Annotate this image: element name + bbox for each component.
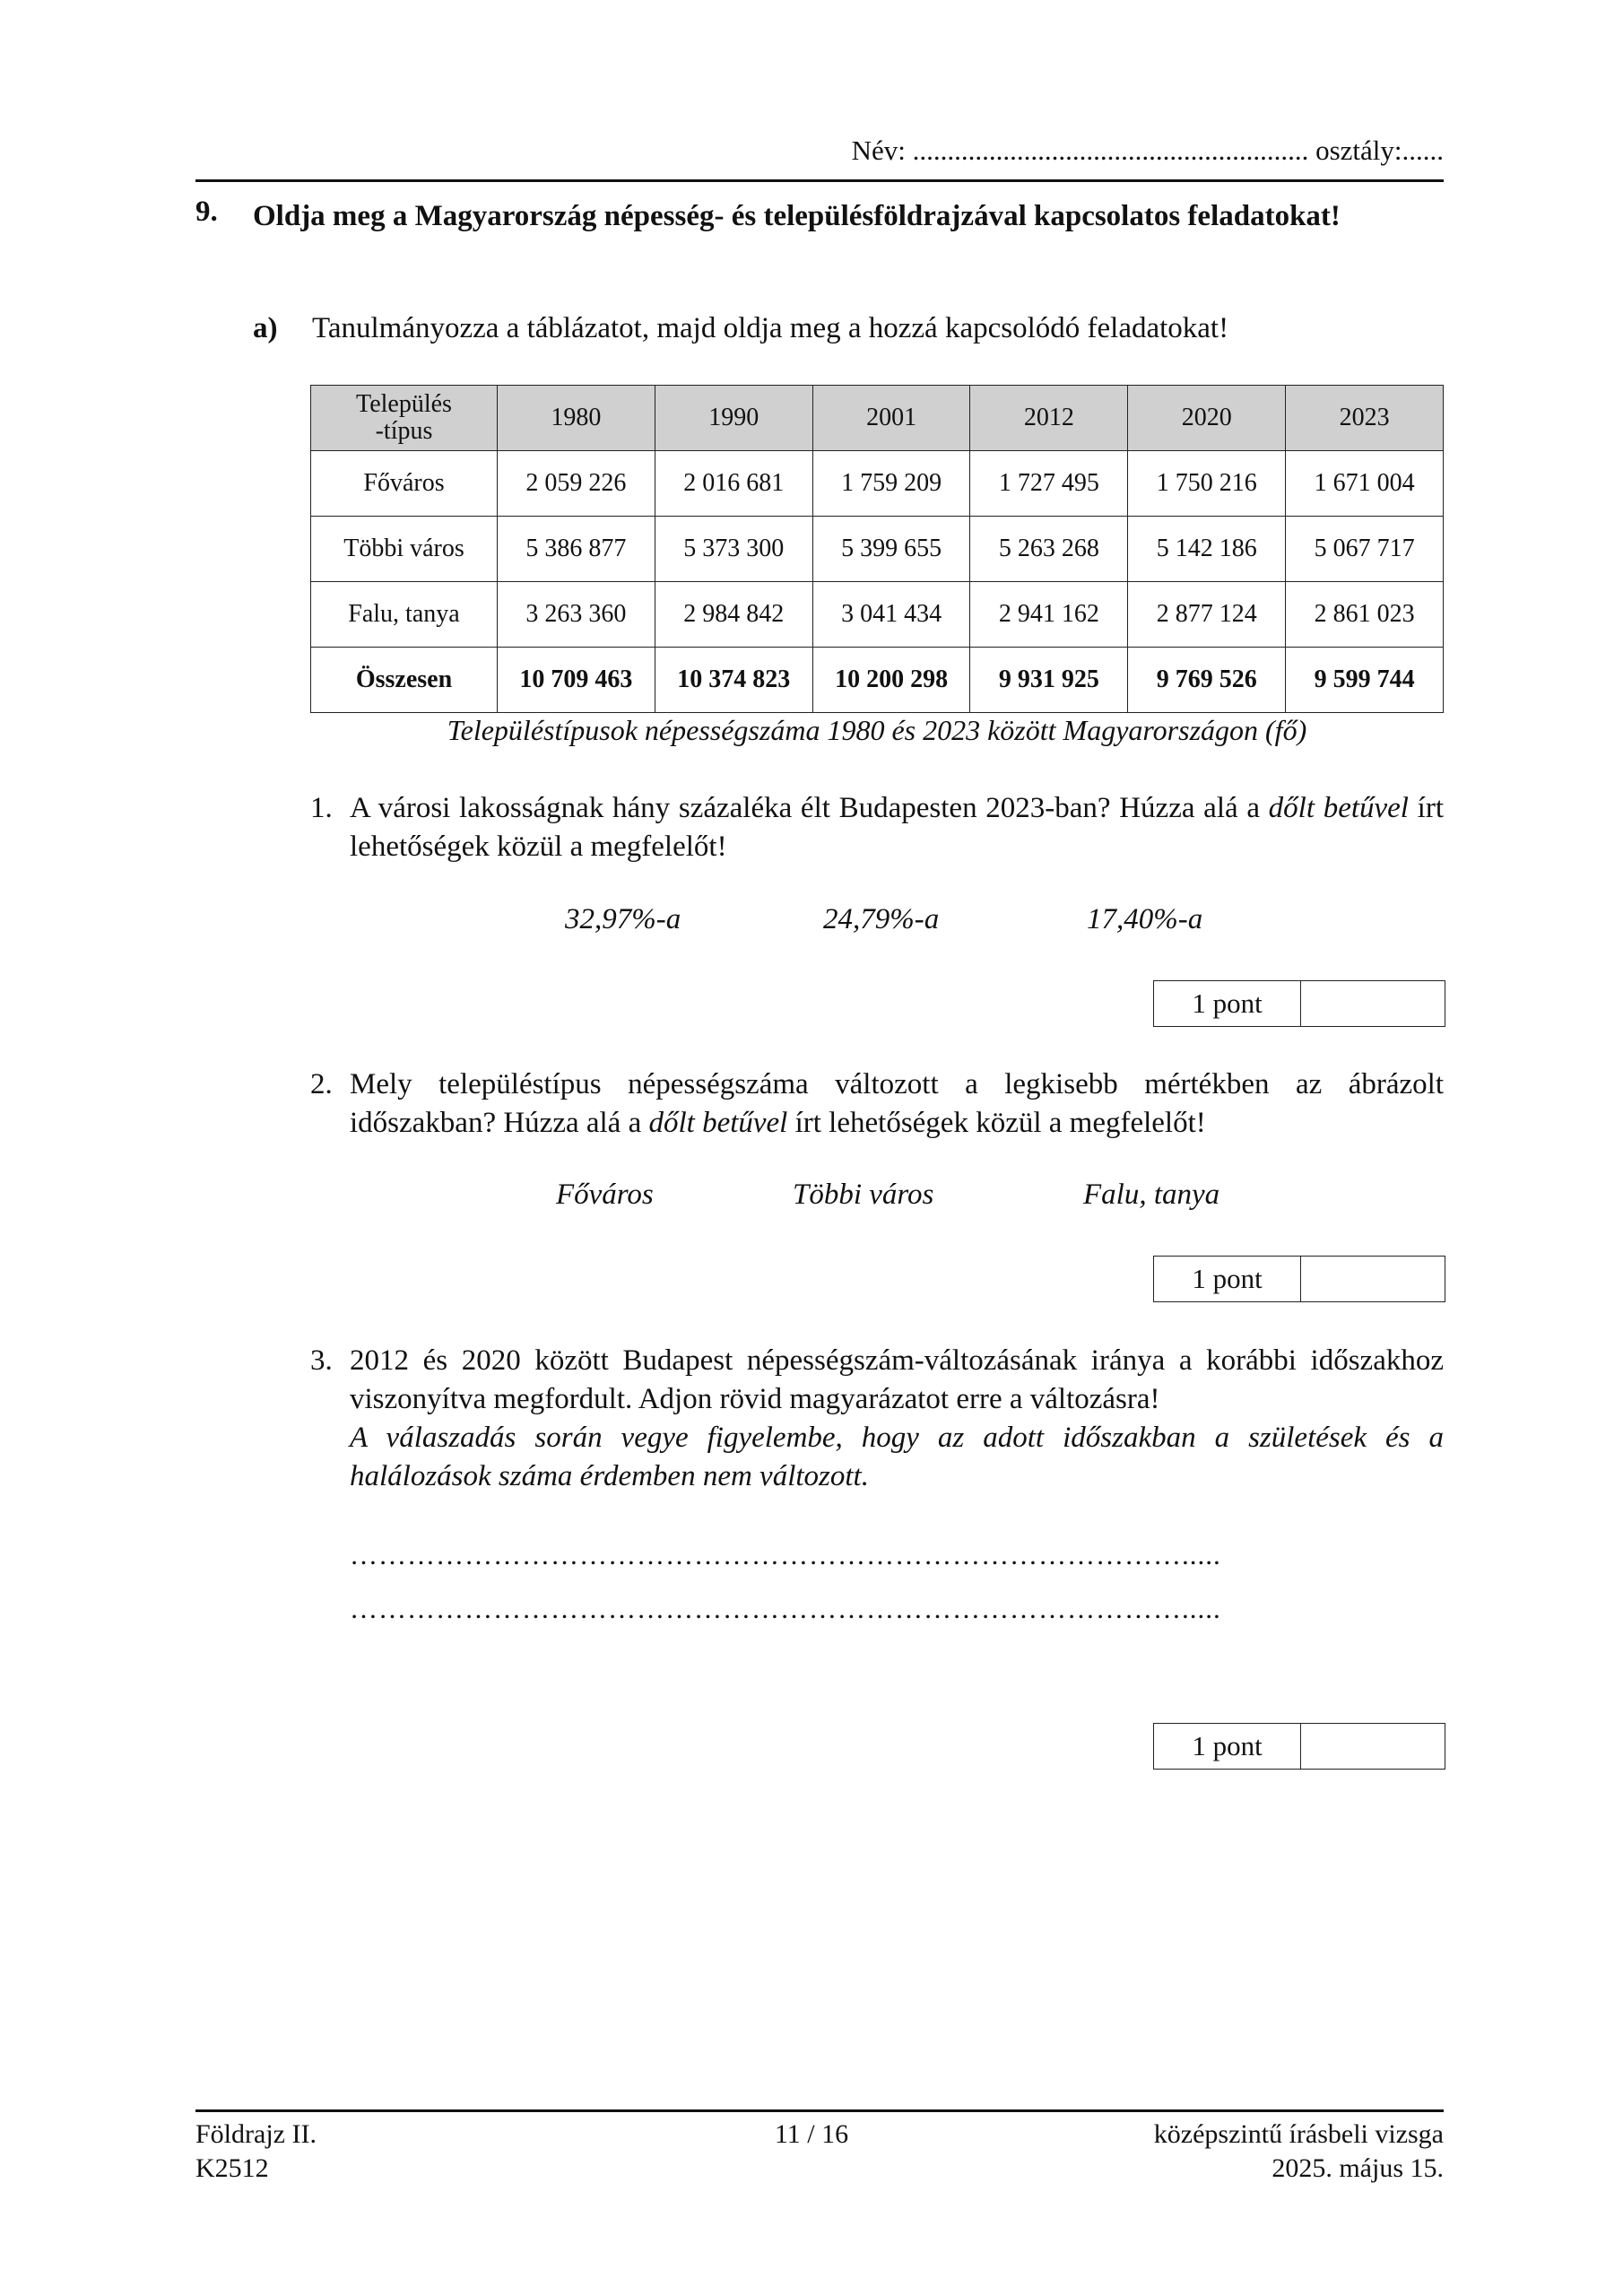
score-label: 1 pont: [1154, 981, 1301, 1026]
footer-rule: [195, 2109, 1444, 2112]
answer-line[interactable]: …………………………………………………………………………….....: [350, 1539, 1221, 1570]
table-row: [311, 517, 1444, 582]
table-row: [311, 582, 1444, 648]
score-box: [1153, 1723, 1445, 1770]
table-cell: 10 374 823: [655, 648, 812, 713]
item-2-option[interactable]: Többi város: [793, 1178, 934, 1211]
footer-subject: Földrajz II.: [195, 2119, 317, 2149]
item-2-number: 2.: [310, 1068, 333, 1100]
header-year: 1980: [498, 386, 655, 451]
table-cell: 1 759 209: [812, 451, 970, 517]
header-year: 2020: [1128, 386, 1286, 451]
item-1-option[interactable]: 17,40%-a: [1087, 903, 1203, 935]
name-class-field: Név: ......................................................... osztály:......: [851, 135, 1444, 166]
table-cell: 5 386 877: [498, 517, 655, 582]
table-cell: 9 599 744: [1286, 648, 1444, 713]
item-3-hint: A válaszadás során vegye figyelembe, hogy az adott időszakban a születések és a halálozások száma érdemben nem változott.: [350, 1422, 1444, 1492]
row-label: Falu, tanya: [311, 582, 498, 648]
score-cell[interactable]: [1301, 1257, 1445, 1301]
table-cell: 3 041 434: [812, 582, 970, 648]
table-cell: 2 877 124: [1128, 582, 1286, 648]
item-3-text: 2012 és 2020 között Budapest népességszám-változásának iránya a korábbi időszakhoz viszonyítva megfordult. Adjon rövid magyarázatot erre a változásra! A válaszadás során vegye figyelembe, hogy az adott időszakban a születések és a halálozások száma érdemben nem változott.: [350, 1344, 1444, 1492]
footer-date: 2025. május 15.: [1271, 2153, 1444, 2183]
footer-exam-level: középszintű írásbeli vizsga: [1153, 2119, 1444, 2149]
score-cell[interactable]: [1301, 981, 1445, 1026]
question-title: Oldja meg a Magyarország népesség- és településföldrajzával kapcsolatos feladatokat!: [253, 200, 1341, 232]
row-label: Főváros: [311, 451, 498, 517]
score-label: 1 pont: [1154, 1724, 1301, 1769]
part-a-instruction: Tanulmányozza a táblázatot, majd oldja meg a hozzá kapcsolódó feladatokat!: [312, 312, 1229, 344]
header-year: 1990: [655, 386, 812, 451]
item-1-option[interactable]: 32,97%-a: [565, 903, 681, 935]
header-year: 2001: [812, 386, 970, 451]
table-cell: 2 861 023: [1286, 582, 1444, 648]
row-label: Összesen: [311, 648, 498, 713]
header-year: 2012: [970, 386, 1128, 451]
table-cell: 2 059 226: [498, 451, 655, 517]
header-year: 2023: [1286, 386, 1444, 451]
table-cell: 1 750 216: [1128, 451, 1286, 517]
score-cell[interactable]: [1301, 1724, 1445, 1769]
table-cell: 9 769 526: [1128, 648, 1286, 713]
table-total-row: [311, 648, 1444, 713]
table-cell: 10 200 298: [812, 648, 970, 713]
footer-code: K2512: [195, 2153, 269, 2183]
item-1-number: 1.: [310, 792, 333, 824]
table-cell: 1 671 004: [1286, 451, 1444, 517]
table-cell: 5 142 186: [1128, 517, 1286, 582]
item-1-option[interactable]: 24,79%-a: [823, 903, 940, 935]
part-a-label: a): [253, 312, 278, 344]
table-row: [311, 451, 1444, 517]
table-cell: 2 941 162: [970, 582, 1128, 648]
item-3-number: 3.: [310, 1344, 333, 1377]
table-cell: 5 067 717: [1286, 517, 1444, 582]
table-cell: 5 373 300: [655, 517, 812, 582]
item-2-option[interactable]: Főváros: [556, 1178, 654, 1211]
table-cell: 10 709 463: [498, 648, 655, 713]
question-number: 9.: [195, 196, 218, 228]
table-header-row: [311, 386, 1444, 451]
item-2-option[interactable]: Falu, tanya: [1083, 1178, 1220, 1211]
header-settlement-type: Település -típus: [311, 386, 498, 451]
table-cell: 2 984 842: [655, 582, 812, 648]
population-table: [310, 385, 1444, 713]
table-cell: 3 263 360: [498, 582, 655, 648]
score-label: 1 pont: [1154, 1257, 1301, 1301]
table-cell: 5 399 655: [812, 517, 970, 582]
item-1-text: A városi lakosságnak hány százaléka élt Budapesten 2023-ban? Húzza alá a dőlt betűvel írt lehetőségek közül a megfelelőt!: [350, 792, 1444, 863]
score-box: [1153, 980, 1445, 1027]
score-box: [1153, 1256, 1445, 1302]
table-cell: 9 931 925: [970, 648, 1128, 713]
answer-line[interactable]: …………………………………………………………………………….....: [350, 1593, 1221, 1624]
table-cell: 1 727 495: [970, 451, 1128, 517]
page-number: 11 / 16: [774, 2119, 849, 2149]
table-caption: Településtípusok népességszáma 1980 és 2023 között Magyarországon (fő): [447, 714, 1307, 746]
table-cell: 2 016 681: [655, 451, 812, 517]
table-cell: 5 263 268: [970, 517, 1128, 582]
row-label: Többi város: [311, 517, 498, 582]
item-2-text: Mely településtípus népességszáma változott a legkisebb mértékben az ábrázolt időszakban? Húzza alá a dőlt betűvel írt lehetőségek közül a megfelelőt!: [350, 1068, 1444, 1139]
header-rule: [195, 179, 1444, 182]
